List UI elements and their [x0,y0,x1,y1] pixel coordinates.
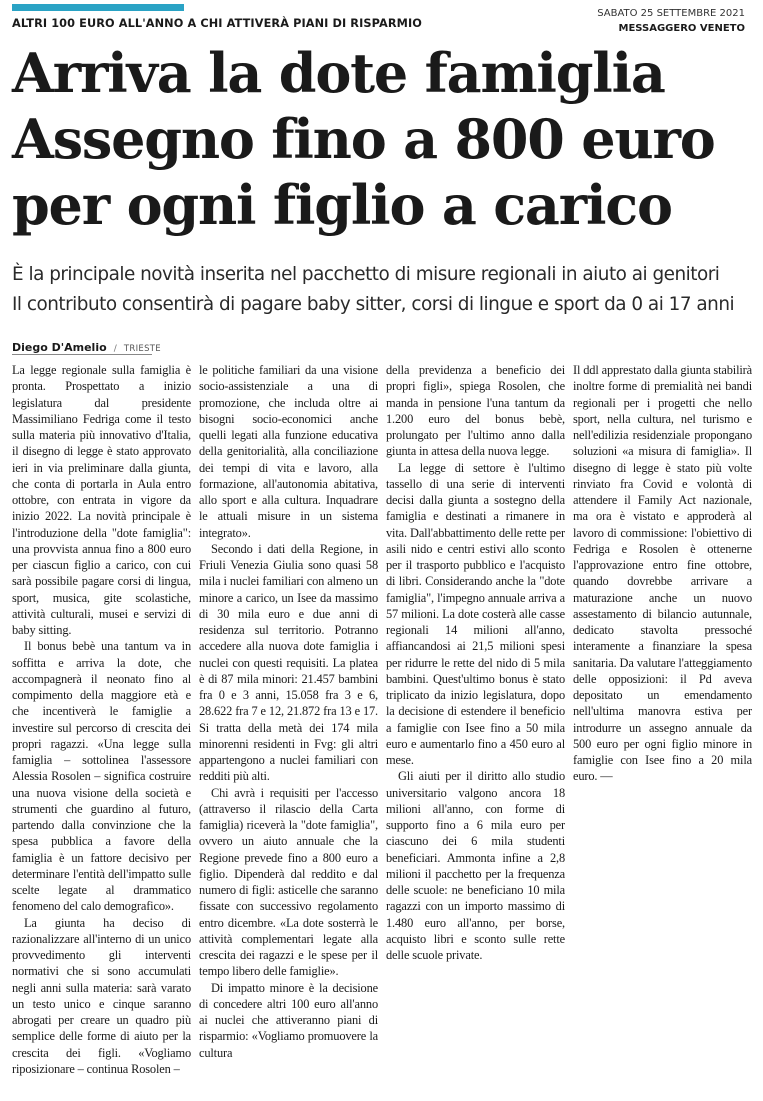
article-column [573,362,752,1098]
byline-rule [12,354,152,355]
article-paragraph: Gli aiuti per il diritto allo studio universitario valgono ancora 18 milioni all'anno, con forme di supporto fino a 6 mila euro per ciascuno dei 6 mila studenti beneficiari. Ammonta infine a 2,8 milioni il pacchetto per la frequenza delle scuole: ne beneficiano 10 mila ragazzi con un importo massimo di 1.480 euro all'anno, per borse, acquisto libri e sconto sulle rette delle scuole private. [386,769,565,962]
kicker: ALTRI 100 EURO ALL'ANNO A CHI ATTIVERÀ PIANI DI RISPARMIO [12,17,422,30]
headline [12,40,752,238]
publication-date: SABATO 25 SETTEMBRE 2021 [597,8,745,19]
article-paragraph: La giunta ha deciso di razionalizzare all'interno di un unico provvedimento gli interventi normativi che si sono accumulati negli anni sulla materia: sarà varato un testo unico e cinque saranno abrogati per creare un quadro più semplice delle forme di aiuto per la crescita dei figli. «Vogliamo riposizionare – continua Rosolen – [12,915,191,1076]
headline-line: Assegno fino a 800 euro [12,107,715,171]
subtitle-line: Il contributo consentirà di pagare baby sitter, corsi di lingue e sport da 0 ai 17 anni [12,294,735,315]
byline [12,336,161,355]
newspaper-name: MESSAGGERO VENETO [618,23,745,34]
accent-bar [12,4,184,11]
article-paragraph: le politiche familiari da una visione socio-assistenziale a una di promozione, che includa oltre ai bisogni socio-economici anche quelli legati alla funzione educativa della genitorialità, alla conciliazione dei tempi di vita e lavoro, alla formazione, all'autonomia abitativa, allo sport e alla cultura. Inquadrare le attuali misure in un sistema integrato». [199,363,378,540]
article-paragraph: Il bonus bebè una tantum va in soffitta e arriva la dote, che accompagnerà il neonato fino al compimento della maggiore età e che incentiverà le famiglie a investire sul percorso di crescita dei propri ragazzi. «Una legge sulla famiglia – sottolinea l'assessore Alessia Rosolen – significa costruire una nuova visione della società e strumenti che guardino al futuro, partendo dalla convinzione che la spesa pubblica a favore della famiglia è un fattore decisivo per determinare l'entità dell'impatto sulle scelte legate al drammatico fenomeno del calo demografico». [12,639,191,914]
author-name: Diego D'Amelio [12,341,107,354]
article-column [386,362,565,1098]
article-paragraph: Il ddl apprestato dalla giunta stabilirà inoltre forme di premialità nei bandi regionali per i progetti che nello sport, nella cultura, nel turismo e nell'edilizia residenziale propongano soluzioni «a misura di famiglia». Il disegno di legge è stato più volte rinviato fra Covid e volontà di attendere il Family Act nazionale, ma ora è vistato e approderà al lavoro di commissione: l'obiettivo di Fedriga e Rosolen è ottenerne l'approvazione entro fine ottobre, quando dovrebbe arrivare a maturazione anche un nuovo assestamento di bilancio autunnale, dedicato stavolta pressoché interamente a finanziare la spesa sanitaria. Da valutare l'atteggiamento delle opposizioni: il Pd aveva depositato un emendamento nell'ultima manovra estiva per introdurre un assegno annuale da 500 euro per ogni figlio minore in famiglie con Isee fino a 20 mila euro. — [573,363,752,784]
article-paragraph: Di impatto minore è la decisione di concedere altri 100 euro all'anno ai nuclei che attiveranno piani di risparmio: «Vogliamo promuovere la cultura [199,980,378,1060]
subtitle [12,260,757,320]
dateline-location: TRIESTE [123,344,161,354]
article-paragraph: La legge regionale sulla famiglia è pronta. Prospettato a inizio legislatura dal presidente Massimiliano Fedriga come il testo sulla materia più innovativo d'Italia, il disegno di legge è stato approvato ieri in via preliminare dalla giunta, che conta di portarla in Aula entro ottobre, con entrata in vigore da inizio 2022. La novità principale è l'introduzione della "dote famiglia": una provvista annua fino a 800 euro per ciascun figlio a carico, con cui sarà possibile pagare corsi di lingua, sport, musica, gite scolastiche, attività culturali, musei e servizi di baby sitting. [12,363,191,637]
article-column [199,362,378,1098]
byline-separator: / [113,344,117,354]
article-paragraph: della previdenza a beneficio dei propri figli», spiega Rosolen, che manda in pensione l'una tantum da 1.200 euro del bonus bebè, prolungato per l'ultimo anno dalla giunta in attesa della nuova legge. [386,363,565,459]
article-paragraph: La legge di settore è l'ultimo tassello di una serie di interventi decisi dalla giunta a sostegno della famiglia e destinati a rimanere in vita. Dall'abbattimento delle rette per asili nido e centri estivi allo sconto per il trasporto pubblico e l'acquisto di libri. Considerando anche la "dote famiglia", l'impegno annuale arriva a 57 milioni. La dote costerà alle casse regionali 14 milioni all'anno, affiancandosi ai 21,5 milioni spesi per ridurre le rette del nido di 5 mila bambini. Quest'ultimo bonus è stato triplicato da inizio legislatura, dopo la decisione di estendere il beneficio a famiglie con Isee fino a 50 mila euro e aumentarlo fino a 450 euro al mese. [386,460,565,767]
article-body [12,362,754,1098]
headline-line: per ogni figlio a carico [12,173,672,237]
article-paragraph: Chi avrà i requisiti per l'accesso (attraverso il rilascio della Carta famiglia) riceverà la "dote famiglia", ovvero un aiuto annuale che la Regione prevede fino a 800 euro a figlio. Dipenderà dal reddito e dal numero di figli: asticelle che saranno fissate con successivo regolamento entro dicembre. «La dote sosterrà le attività complementari legate alla crescita dei ragazzi e le spese per il tempo libero delle famiglie». [199,785,378,979]
article-paragraph: Secondo i dati della Regione, in Friuli Venezia Giulia sono quasi 58 mila i nuclei familiari con almeno un minore a carico, un Isee da massimo di 30 mila euro e due anni di residenza sul territorio. Potranno accedere alla nuova dote famiglia i nuclei con questi requisiti. La platea è di 87 mila minori: 21.457 bambini fra 0 e 3 anni, 15.058 fra 3 e 6, 28.622 fra 7 e 12, 21.872 fra 13 e 17. Si tratta della metà dei 174 mila minorenni residenti in Fvg: gli altri appartengono a nuclei familiari con redditi più alti. [199,541,378,784]
article-column [12,362,191,1098]
subtitle-line: È la principale novità inserita nel pacchetto di misure regionali in aiuto ai genitori [12,264,720,285]
headline-line: Arriva la dote famiglia [12,41,665,105]
